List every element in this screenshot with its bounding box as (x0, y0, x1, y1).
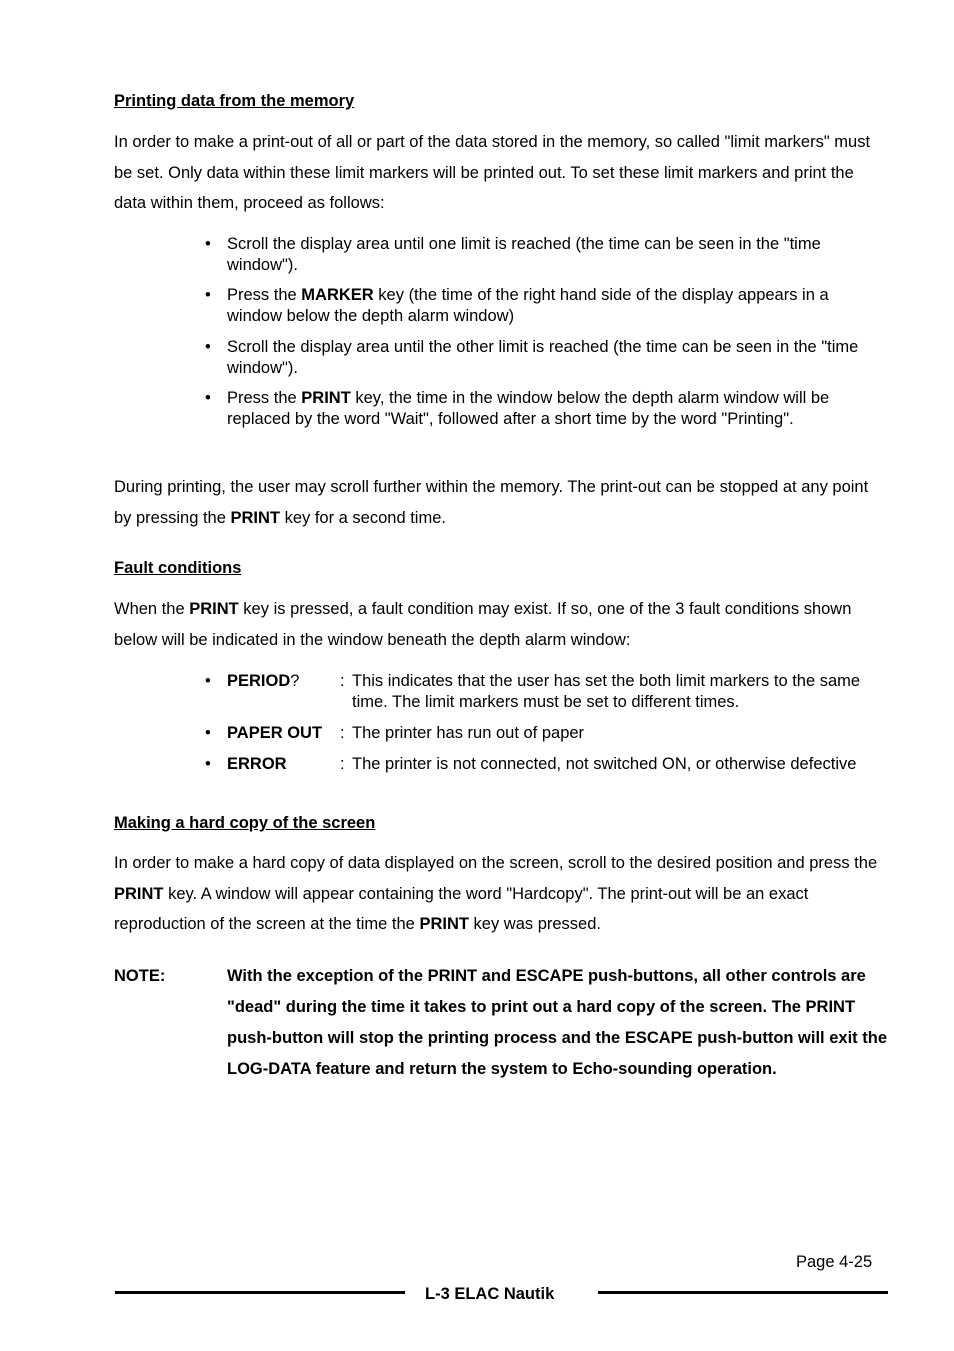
printing-during-paragraph (114, 472, 884, 533)
step-text: key (the time of the right hand side of the display appears in a window below the depth alarm window) (227, 286, 829, 325)
paragraph-text: In order to make a hard copy of data displayed on the screen, scroll to the desired position and press the (114, 854, 878, 872)
section-heading-fault: Fault conditions (114, 559, 242, 577)
list-item (205, 388, 877, 429)
fault-name: PERIOD (227, 672, 291, 690)
fault-intro-paragraph (114, 594, 884, 655)
list-item (205, 285, 877, 326)
printing-intro-paragraph: In order to make a print-out of all or part of the data stored in the memory, so called "limit markers" must be set. Only data within these limit markers will be printed out. To set these limit markers and print the data within them, proceed as follows: (114, 133, 871, 212)
page-number: Page 4-25 (796, 1253, 873, 1271)
key-name: MARKER (301, 286, 374, 304)
list-item (205, 754, 877, 775)
section-heading-hardcopy: Making a hard copy of the screen (114, 814, 376, 832)
colon-separator: : (340, 672, 345, 690)
paragraph-text: key. A window will appear containing the word "Hardcopy". The print-out will be an exact reproduction of the screen at the time the (114, 884, 809, 933)
bullet-icon: • (205, 755, 211, 773)
fault-name: ERROR (227, 755, 287, 773)
footer-company: L-3 ELAC Nautik (425, 1285, 555, 1303)
key-name: PRINT (419, 915, 469, 933)
paragraph-text: key was pressed. (468, 915, 601, 933)
colon-separator: : (340, 724, 345, 742)
bullet-icon: • (205, 338, 211, 356)
hardcopy-paragraph (114, 848, 884, 940)
bullet-icon: • (205, 389, 211, 407)
fault-suffix: ? (290, 672, 300, 690)
bullet-icon: • (205, 286, 211, 304)
note-label: NOTE: (114, 967, 166, 985)
paragraph-text: When the (114, 600, 190, 618)
bullet-icon: • (205, 672, 211, 690)
note-text: With the exception of the PRINT and ESCAPE push-buttons, all other controls are "dead" during the time it takes to print out a hard copy of the screen. The PRINT push-button will stop the printing process and the ESCAPE push-button will exit the LOG-DATA feature and return the system to Echo-sounding operation. (227, 967, 887, 1078)
key-name: PRINT (301, 389, 351, 407)
bullet-icon: • (205, 235, 211, 253)
section-heading-printing: Printing data from the memory (114, 92, 355, 110)
footer-rule-left (115, 1291, 405, 1294)
list-item (205, 337, 877, 378)
list-item (205, 671, 877, 712)
step-text: Scroll the display area until one limit is reached (the time can be seen in the "time window"). (227, 235, 821, 274)
step-text: Press the (227, 389, 302, 407)
key-name: PRINT (230, 508, 280, 527)
colon-separator: : (340, 755, 345, 773)
footer-rule-right (598, 1291, 888, 1294)
paragraph-text: key is pressed, a fault condition may exist. If so, one of the 3 fault conditions shown below will be indicated in the window beneath the depth alarm window: (114, 600, 852, 649)
step-text: Scroll the display area until the other limit is reached (the time can be seen in the "time window"). (227, 338, 859, 377)
key-name: PRINT (114, 884, 164, 903)
list-item (205, 234, 877, 275)
paragraph-text: During printing, the user may scroll further within the memory. The print-out can be stopped at any point by pressing the (114, 478, 869, 527)
fault-name: PAPER OUT (227, 724, 323, 742)
step-text: Press the (227, 286, 302, 304)
bullet-icon: • (205, 724, 211, 742)
fault-description: This indicates that the user has set the both limit markers to the same time. The limit markers must be set to different times. (352, 672, 861, 711)
paragraph-text: key for a second time. (279, 508, 446, 527)
list-item (205, 723, 877, 744)
fault-description: The printer has run out of paper (352, 724, 585, 742)
fault-description: The printer is not connected, not switched ON, or otherwise defective (352, 755, 857, 773)
step-text: key, the time in the window below the depth alarm window will be replaced by the word "Wait", followed after a short time by the word "Printing". (227, 389, 830, 428)
key-name: PRINT (189, 600, 239, 618)
